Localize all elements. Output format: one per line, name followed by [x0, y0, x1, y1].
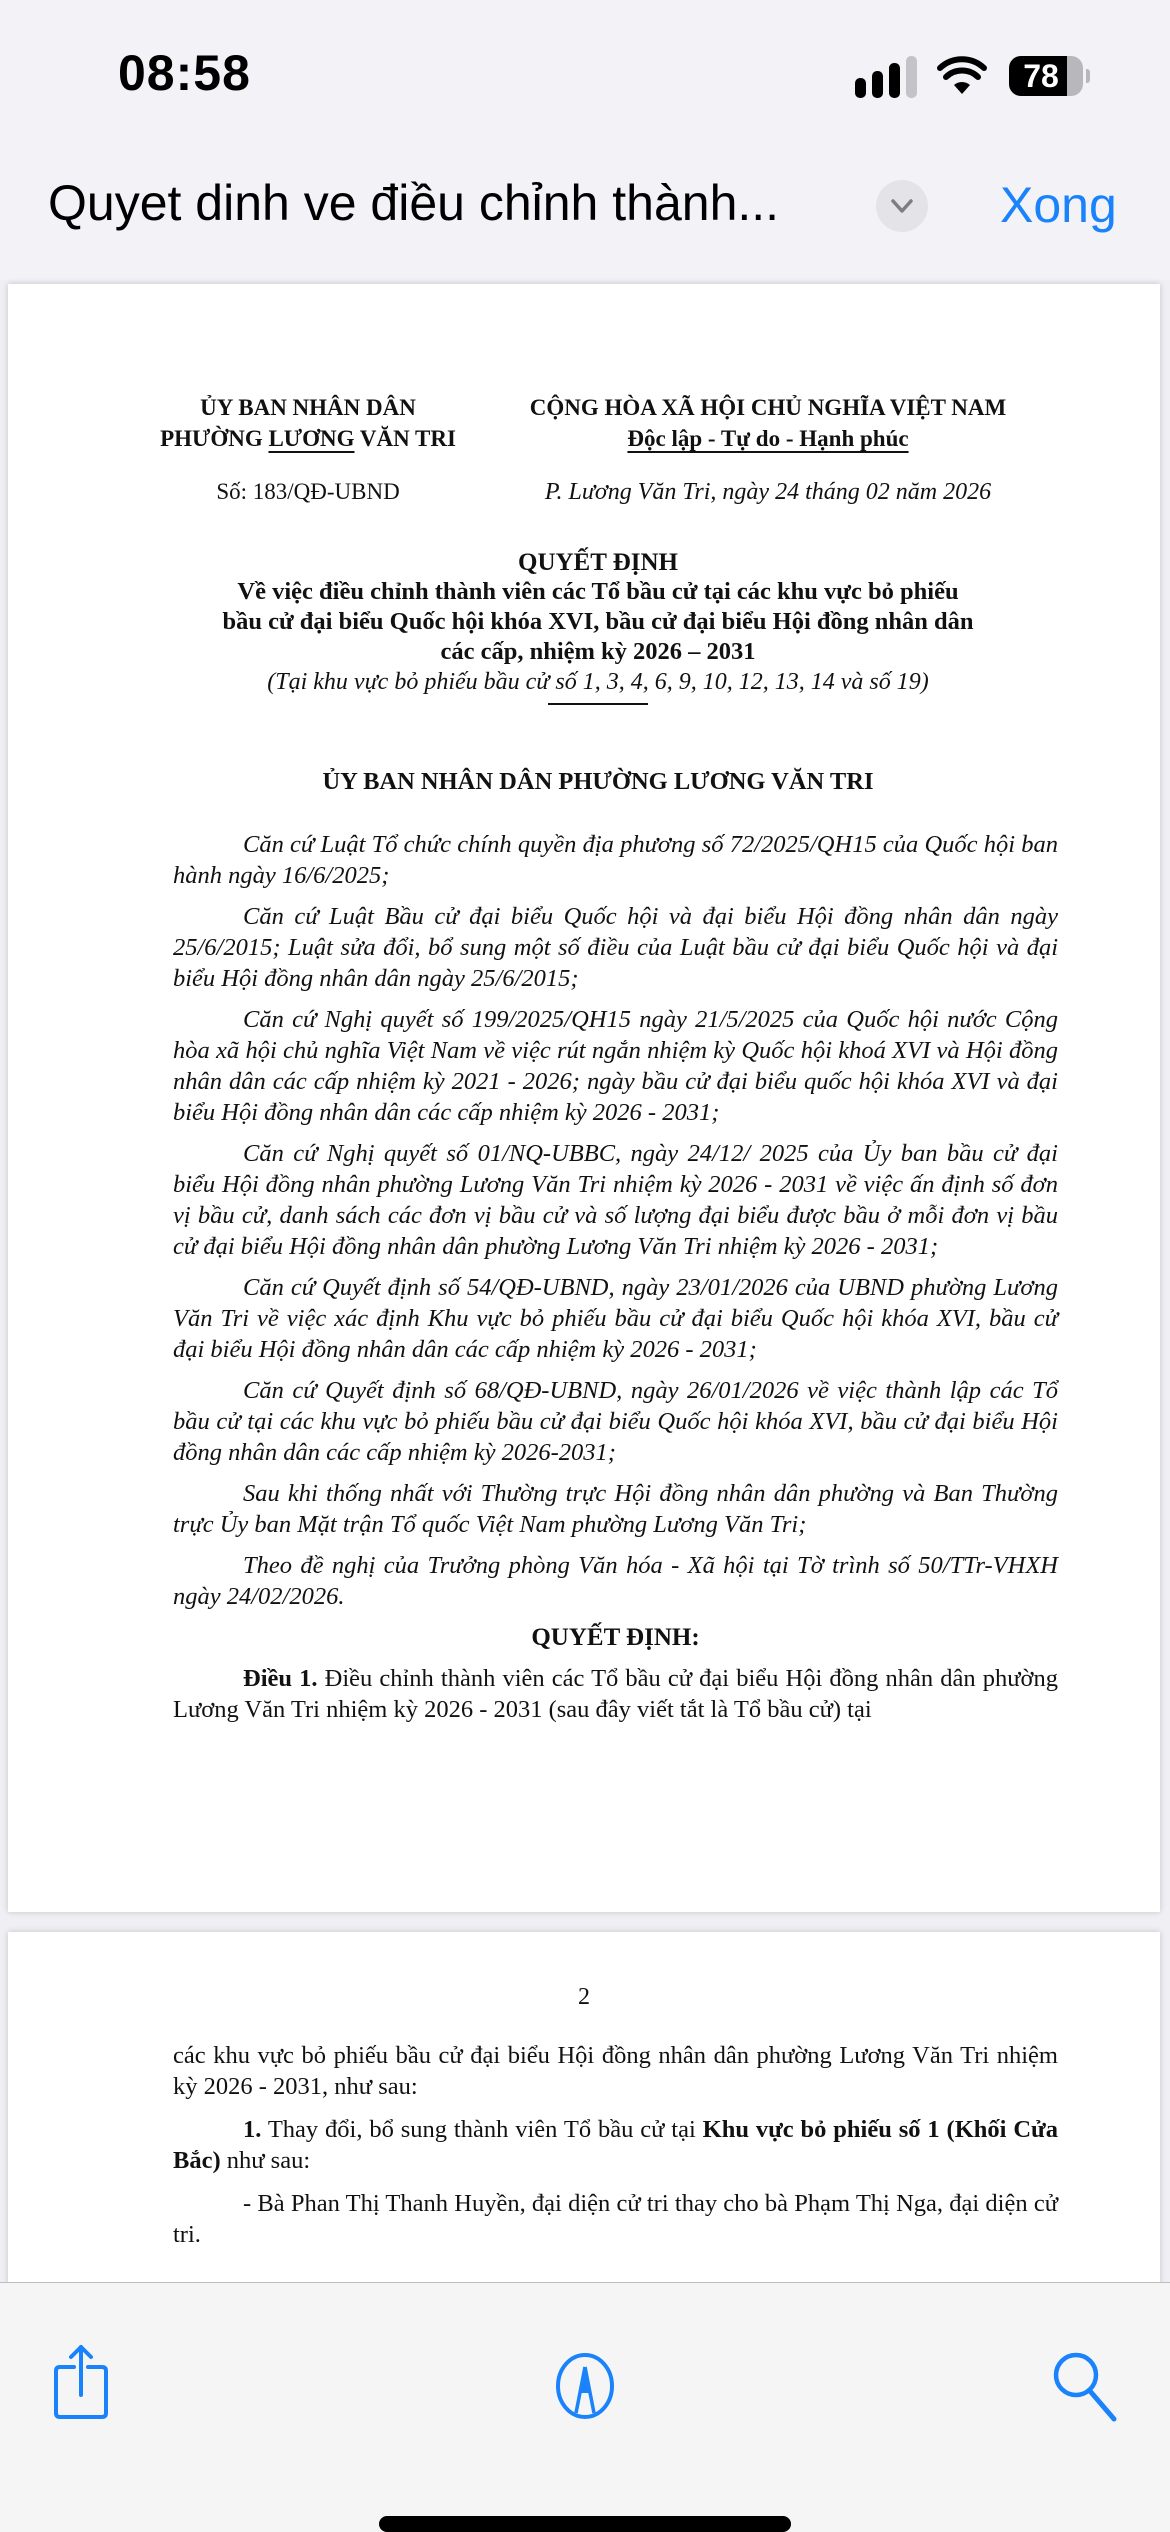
item-1-text: Thay đổi, bổ sung thành viên Tổ bầu cử tại [261, 2116, 703, 2143]
markup-pen-icon[interactable] [548, 2349, 622, 2423]
decision-subtitle-line-2: bầu cử đại biểu Quốc hội khóa XVI, bầu cử đại biểu Hội đồng nhân dân [222, 608, 974, 635]
legal-basis: Sau khi thống nhất với Thường trực Hội đồng nhân dân phường và Ban Thường trực Ủy ban Mặt trận Tổ quốc Việt Nam phường Lương Văn Tri; [173, 1480, 1058, 1538]
status-time: 08:58 [118, 45, 251, 101]
done-button[interactable]: Xong [1000, 177, 1117, 233]
page-number: 2 [578, 1984, 590, 2010]
page-2-body [173, 2040, 1058, 2262]
navigation-bar [0, 150, 1170, 280]
legal-basis: Căn cứ Nghị quyết số 01/NQ-UBBC, ngày 24/12/ 2025 của Ủy ban bầu cử đại biểu Hội đồng nhân phường Lương Văn Tri nhiệm kỳ 2026 - 2031 về việc ấn định số đơn vị bầu cử, danh sách các đơn vị bầu cử và số lượng đại biểu được bầu ở mỗi đơn vị bầu cử đại biểu Hội đồng nhân dân phường Lương Văn Tri nhiệm kỳ 2026 - 2031; [173, 1140, 1058, 1260]
document-date: P. Lương Văn Tri, ngày 24 tháng 02 năm 2026 [544, 479, 992, 505]
chevron-down-icon [890, 196, 914, 216]
document-page-2 [8, 1932, 1160, 2292]
document-number: Số: 183/QĐ-UBND [216, 479, 400, 504]
cellular-signal-icon [855, 56, 917, 98]
authority-line-2-pre: PHƯỜNG [160, 426, 269, 451]
authority-line-2-post: VĂN TRI [354, 426, 456, 451]
authority-line-2 [138, 423, 478, 454]
legal-basis: Căn cứ Luật Tổ chức chính quyền địa phương số 72/2025/QH15 của Quốc hội ban hành ngày 16/6/2025; [173, 831, 1058, 889]
decision-heading: QUYẾT ĐỊNH: [531, 1624, 700, 1651]
wifi-icon [937, 56, 987, 96]
decision-title: QUYẾT ĐỊNH [518, 549, 678, 576]
item-1-tail: như sau: [220, 2147, 311, 2174]
item-1-number: 1. [243, 2116, 262, 2143]
article-1 [173, 1663, 1058, 1725]
authority-line-2-underlined: LƯƠNG [268, 426, 355, 451]
status-bar [0, 0, 1170, 150]
legal-basis: Căn cứ Luật Bầu cử đại biểu Quốc hội và đại biểu Hội đồng nhân dân ngày 25/6/2015; Luật sửa đổi, bổ sung một số điều của Luật bầu cử đại biểu Quốc hội và đại biểu Hội đồng nhân dân ngày 25/6/2015; [173, 903, 1058, 992]
document-page-1 [8, 284, 1160, 1912]
legal-basis: Căn cứ Quyết định số 68/QĐ-UBND, ngày 26/01/2026 về việc thành lập các Tổ bầu cử tại các khu vực bỏ phiếu bầu cử đại biểu Quốc hội khóa XVI, bầu cử đại biểu Hội đồng nhân dân các cấp nhiệm kỳ 2026-2031; [173, 1377, 1058, 1466]
battery-percent: 78 [1023, 58, 1059, 94]
issuer-heading: ỦY BAN NHÂN DÂN PHƯỜNG LƯƠNG VĂN TRI [322, 768, 874, 795]
search-icon[interactable] [1050, 2349, 1120, 2423]
national-motto [488, 423, 1048, 454]
article-1-label: Điều 1. [243, 1665, 318, 1692]
national-motto-text: Độc lập - Tự do - Hạnh phúc [627, 426, 909, 451]
decision-title-block [158, 548, 1038, 705]
legal-basis: Theo đề nghị của Trưởng phòng Văn hóa - Xã hội tại Tờ trình số 50/TTr-VHXH ngày 24/02/2026. [173, 1552, 1058, 1610]
bottom-toolbar [0, 2282, 1170, 2532]
legal-basis: Căn cứ Nghị quyết số 199/2025/QH15 ngày 21/5/2025 của Quốc hội nước Cộng hòa xã hội chủ nghĩa Việt Nam về việc rút ngắn nhiệm kỳ Quốc hội khoá XVI và Hội đồng nhân dân các cấp nhiệm kỳ 2021 - 2026; ngày bầu cử đại biểu quốc hội khóa XVI và đại biểu Hội đồng nhân dân các cấp nhiệm kỳ 2026 - 2031; [173, 1006, 1058, 1126]
title-divider [548, 703, 648, 705]
item-1 [173, 2114, 1058, 2176]
article-1-continuation: các khu vực bỏ phiếu bầu cử đại biểu Hội đồng nhân dân phường Lương Văn Tri nhiệm kỳ 2026 - 2031, như sau: [173, 2042, 1058, 2100]
decision-scope: (Tại khu vực bỏ phiếu bầu cử số 1, 3, 4, 6, 9, 10, 12, 13, 14 và số 19) [267, 669, 929, 695]
home-indicator[interactable] [379, 2516, 791, 2532]
legal-bases [173, 829, 1058, 1735]
national-header [488, 392, 1048, 454]
decision-subtitle-line-1: Về việc điều chỉnh thành viên các Tổ bầu cử tại các khu vực bỏ phiếu [237, 578, 959, 605]
item-1-bold: Khu vực bỏ phiếu số 1 (Khối Cửa Bắc) [173, 2116, 1058, 2174]
decision-subtitle-line-3: các cấp, nhiệm kỳ 2026 – 2031 [440, 638, 756, 665]
national-title: CỘNG HÒA XÃ HỘI CHỦ NGHĨA VIỆT NAM [529, 395, 1007, 420]
document-title[interactable]: Quyet dinh ve điều chỉnh thành... [48, 175, 780, 231]
share-icon[interactable] [52, 2343, 112, 2423]
legal-basis: Căn cứ Quyết định số 54/QĐ-UBND, ngày 23/01/2026 của UBND phường Lương Văn Tri về việc xác định Khu vực bỏ phiếu bầu cử đại biểu Quốc hội khóa XVI, bầu cử đại biểu Hội đồng nhân dân các cấp nhiệm kỳ 2026 - 2031; [173, 1274, 1058, 1363]
issuing-authority-header [138, 392, 478, 454]
article-1-text: Điều chỉnh thành viên các Tổ bầu cử đại biểu Hội đồng nhân dân phường Lương Văn Tri nhiệm kỳ 2026 - 2031 (sau đây viết tắt là Tổ bầu cử) tại [173, 1665, 1059, 1723]
authority-line-1: ỦY BAN NHÂN DÂN [200, 395, 416, 420]
title-menu-button[interactable] [876, 180, 928, 232]
item-1-detail: - Bà Phan Thị Thanh Huyền, đại diện cử tri thay cho bà Phạm Thị Nga, đại diện cử tri. [173, 2190, 1058, 2248]
battery-indicator [1009, 56, 1089, 96]
